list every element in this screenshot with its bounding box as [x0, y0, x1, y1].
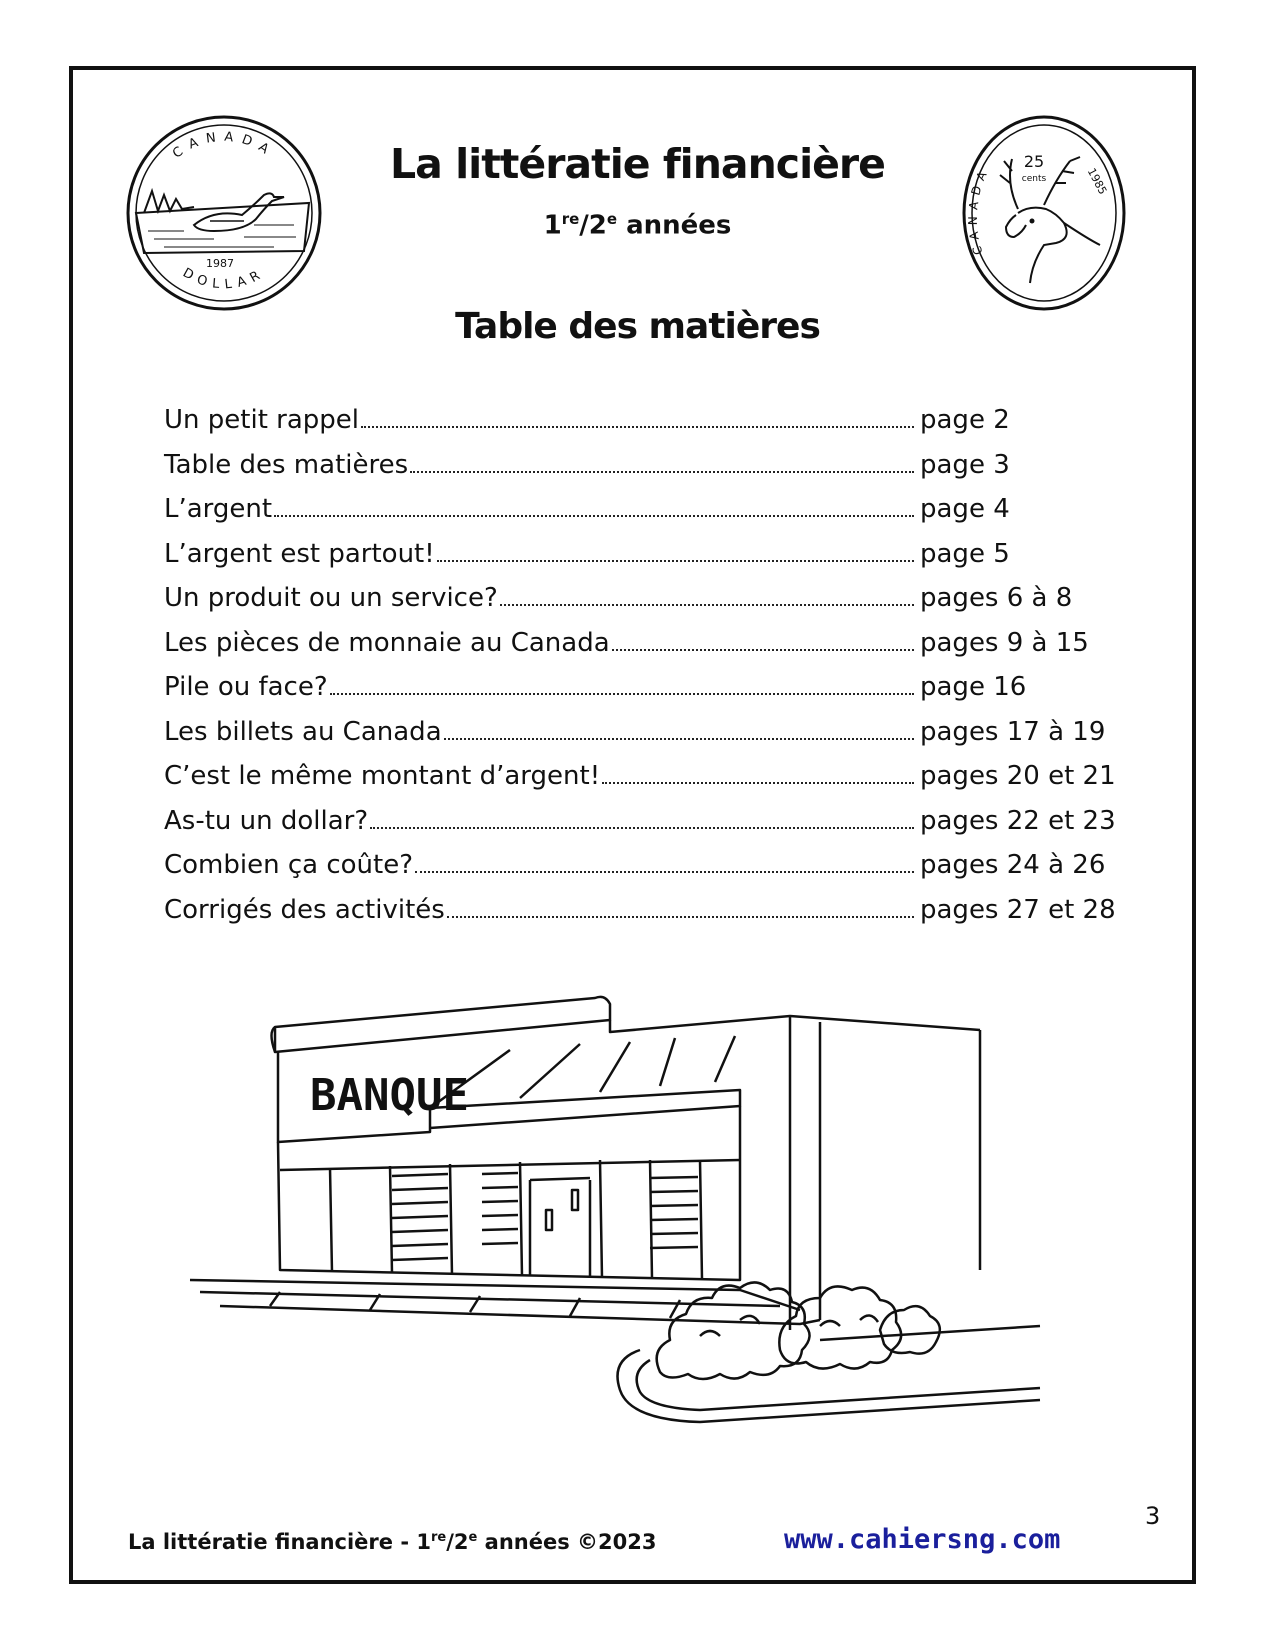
quarter-country-text: CANADA [965, 163, 993, 257]
website-link[interactable]: www.cahiersng.com [784, 1524, 1061, 1555]
toc-entry [164, 758, 1124, 803]
toc-entry [164, 669, 1124, 714]
grade-suffix: années [617, 210, 732, 241]
footer-separator: /2 [446, 1530, 469, 1554]
toc-entry-label: Pile ou face? [164, 672, 328, 702]
toc-heading: Table des matières [455, 306, 820, 347]
toc-dot-leader [415, 847, 914, 873]
toc-entry-label: C’est le même montant d’argent! [164, 761, 601, 791]
toc-entry-label: Les billets au Canada [164, 716, 442, 747]
toc-dot-leader [500, 580, 914, 606]
grade-superscript-1: re [561, 210, 580, 228]
toc-dot-leader [370, 803, 914, 829]
toc-dot-leader [612, 625, 914, 651]
toc-entry-page: page 16 [920, 672, 1027, 702]
toc-entry-label: As-tu un dollar? [164, 805, 369, 836]
page-number: 3 [1145, 1502, 1161, 1530]
loonie-year-text: 1987 [206, 257, 234, 270]
toc-entry [164, 536, 1124, 581]
toc-dot-leader [444, 714, 914, 740]
toc-dot-leader [361, 402, 914, 428]
toc-dot-leader [602, 758, 914, 784]
document-title: La littératie financière [390, 140, 885, 188]
toc-entry [164, 402, 1124, 447]
grade-subtitle [0, 210, 1275, 241]
footer-text [128, 1530, 656, 1554]
toc-entry-page: pages 20 et 21 [920, 761, 1116, 791]
grade-separator: /2 [579, 210, 607, 241]
toc-dot-leader [274, 491, 914, 517]
toc-entry [164, 847, 1124, 892]
toc-entry-page: page 3 [920, 449, 1010, 480]
toc-entry [164, 714, 1124, 759]
toc-entry [164, 447, 1124, 492]
toc-entry [164, 580, 1124, 625]
toc-entry-label: Combien ça coûte? [164, 850, 414, 880]
table-of-contents [164, 402, 1124, 936]
toc-entry-label: Table des matières [164, 449, 409, 480]
footer-title: La littératie financière - 1 [128, 1530, 431, 1554]
quarter-unit-text: cents [1021, 174, 1047, 184]
toc-dot-leader [437, 536, 914, 562]
footer-copyright: années ©2023 [477, 1530, 657, 1554]
toc-entry-page: page 5 [920, 538, 1010, 569]
toc-entry-page: page 2 [920, 405, 1010, 435]
toc-entry-page: pages 9 à 15 [920, 627, 1089, 658]
bank-building-illustration [180, 980, 1060, 1454]
toc-entry-page: pages 17 à 19 [920, 716, 1106, 747]
toc-entry-label: Un petit rappel [164, 405, 359, 435]
toc-entry [164, 625, 1124, 670]
quarter-year-text: 1985 [1084, 165, 1110, 197]
toc-entry [164, 892, 1124, 937]
toc-entry-label: L’argent [164, 494, 273, 524]
quarter-value-text: 25 [1023, 152, 1045, 171]
toc-entry-page: pages 22 et 23 [920, 805, 1116, 836]
toc-entry [164, 803, 1124, 848]
toc-entry-page: pages 24 à 26 [920, 850, 1106, 880]
toc-dot-leader [410, 447, 914, 473]
toc-entry-label: Corrigés des activités [164, 894, 445, 925]
footer-superscript-1: re [430, 1530, 447, 1545]
toc-entry-page: pages 27 et 28 [920, 894, 1116, 925]
toc-entry [164, 491, 1124, 536]
toc-entry-label: Un produit ou un service? [164, 583, 498, 613]
footer-superscript-2: e [468, 1530, 478, 1545]
toc-dot-leader [330, 669, 914, 695]
grade-superscript-2: e [606, 210, 618, 228]
toc-entry-page: pages 6 à 8 [920, 583, 1073, 613]
toc-entry-label: Les pièces de monnaie au Canada [164, 627, 610, 658]
loonie-country-text: CANADA [170, 129, 278, 162]
toc-dot-leader [447, 892, 914, 918]
toc-entry-label: L’argent est partout! [164, 538, 435, 569]
grade-number-1: 1 [543, 210, 562, 241]
toc-entry-page: page 4 [920, 494, 1010, 524]
bank-sign-text: BANQUE [310, 1070, 469, 1121]
loonie-denomination-text: DOLLAR [180, 265, 268, 293]
